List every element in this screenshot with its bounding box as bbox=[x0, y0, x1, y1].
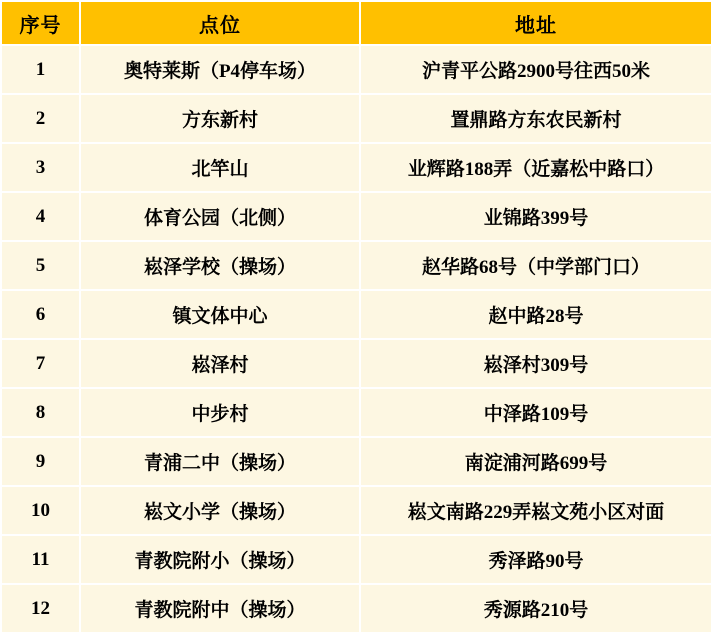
cell-site-name: 体育公园（北侧） bbox=[80, 192, 360, 241]
cell-no: 7 bbox=[1, 339, 80, 388]
cell-site-name: 镇文体中心 bbox=[80, 290, 360, 339]
cell-site-name: 青浦二中（操场） bbox=[80, 437, 360, 486]
cell-site-name: 奥特莱斯（P4停车场） bbox=[80, 45, 360, 94]
table-row bbox=[1, 143, 711, 192]
cell-no: 9 bbox=[1, 437, 80, 486]
cell-site-name: 崧文小学（操场） bbox=[80, 486, 360, 535]
column-header-no: 序号 bbox=[1, 1, 80, 45]
cell-address: 沪青平公路2900号往西50米 bbox=[360, 45, 711, 94]
cell-address: 秀源路210号 bbox=[360, 584, 711, 633]
cell-no: 5 bbox=[1, 241, 80, 290]
cell-address: 业锦路399号 bbox=[360, 192, 711, 241]
column-header-site: 点位 bbox=[80, 1, 360, 45]
table-row bbox=[1, 192, 711, 241]
table-row bbox=[1, 290, 711, 339]
table-row bbox=[1, 388, 711, 437]
cell-site-name: 中步村 bbox=[80, 388, 360, 437]
cell-address: 置鼎路方东农民新村 bbox=[360, 94, 711, 143]
table-row bbox=[1, 486, 711, 535]
cell-no: 11 bbox=[1, 535, 80, 584]
cell-address: 赵中路28号 bbox=[360, 290, 711, 339]
cell-no: 2 bbox=[1, 94, 80, 143]
cell-address: 秀泽路90号 bbox=[360, 535, 711, 584]
cell-address: 南淀浦河路699号 bbox=[360, 437, 711, 486]
table-row bbox=[1, 437, 711, 486]
cell-address: 崧泽村309号 bbox=[360, 339, 711, 388]
table-row bbox=[1, 339, 711, 388]
cell-address: 中泽路109号 bbox=[360, 388, 711, 437]
cell-no: 1 bbox=[1, 45, 80, 94]
cell-no: 4 bbox=[1, 192, 80, 241]
cell-address: 赵华路68号（中学部门口） bbox=[360, 241, 711, 290]
cell-site-name: 青教院附小（操场） bbox=[80, 535, 360, 584]
table-body bbox=[1, 45, 711, 633]
cell-no: 8 bbox=[1, 388, 80, 437]
cell-no: 6 bbox=[1, 290, 80, 339]
table-row bbox=[1, 241, 711, 290]
table-row bbox=[1, 535, 711, 584]
cell-no: 3 bbox=[1, 143, 80, 192]
cell-no: 12 bbox=[1, 584, 80, 633]
cell-site-name: 方东新村 bbox=[80, 94, 360, 143]
cell-no: 10 bbox=[1, 486, 80, 535]
table-header bbox=[1, 1, 711, 45]
cell-address: 崧文南路229弄崧文苑小区对面 bbox=[360, 486, 711, 535]
cell-site-name: 北竿山 bbox=[80, 143, 360, 192]
cell-address: 业辉路188弄（近嘉松中路口） bbox=[360, 143, 711, 192]
cell-site-name: 崧泽学校（操场） bbox=[80, 241, 360, 290]
cell-site-name: 崧泽村 bbox=[80, 339, 360, 388]
table-row bbox=[1, 94, 711, 143]
table-header-row bbox=[1, 1, 711, 45]
column-header-address: 地址 bbox=[360, 1, 711, 45]
table-row bbox=[1, 45, 711, 94]
table-row bbox=[1, 584, 711, 633]
cell-site-name: 青教院附中（操场） bbox=[80, 584, 360, 633]
